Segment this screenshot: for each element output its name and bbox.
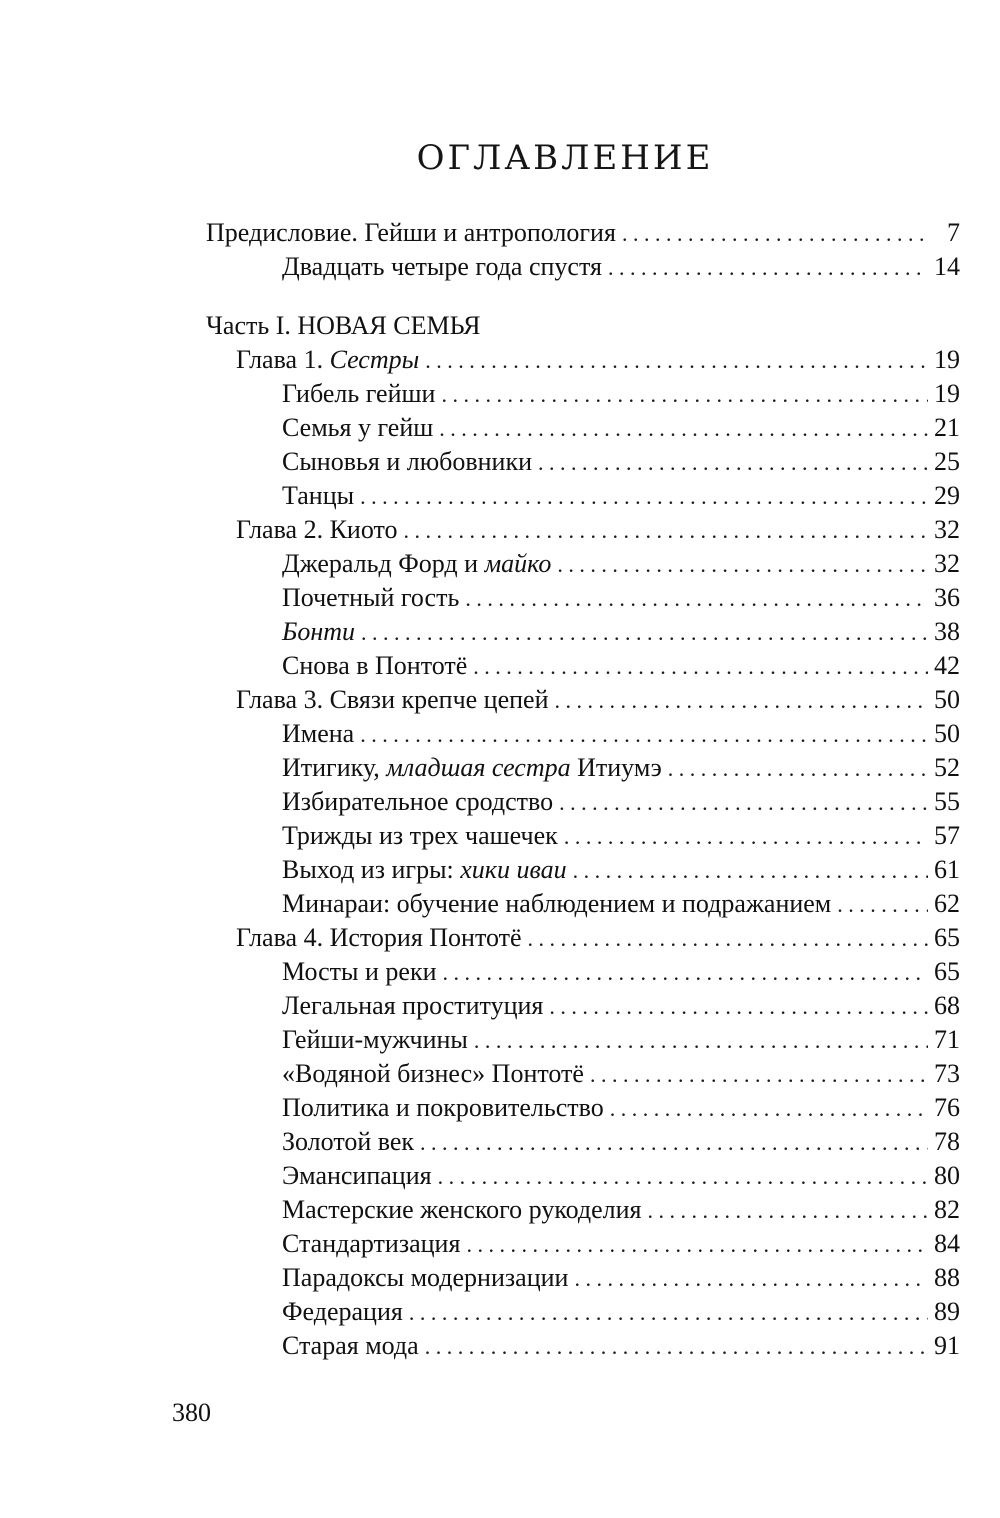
leader-dots <box>564 820 928 854</box>
toc-entry-label: Трижды из трех чашечек <box>282 821 558 850</box>
toc-entry-page: 91 <box>934 1331 960 1360</box>
toc-entry-italic: младшая сестра <box>386 753 571 782</box>
toc-entry-page: 78 <box>934 1127 960 1156</box>
toc-section[interactable] <box>282 751 960 785</box>
toc-entry-preface-sub[interactable] <box>282 250 960 284</box>
toc-entry-label: Снова в Понтотё <box>282 651 468 680</box>
toc-entry-page: 14 <box>934 252 960 281</box>
toc-entry-label: Джеральд Форд и майко <box>282 549 552 578</box>
toc-entry-label: Мосты и реки <box>282 957 437 986</box>
toc-section[interactable] <box>282 377 960 411</box>
toc-entry-page: 50 <box>934 685 960 714</box>
leader-dots <box>438 1160 928 1194</box>
toc-entry-label: Золотой век <box>282 1127 415 1156</box>
toc-entry-page: 32 <box>934 549 960 578</box>
toc-entry-label: Федерация <box>282 1297 403 1326</box>
leader-dots <box>590 1058 928 1092</box>
toc-entry-page: 52 <box>934 753 960 782</box>
toc-chapter-1[interactable] <box>236 343 960 377</box>
toc-chapter-2[interactable] <box>236 513 960 547</box>
toc-entry-page: 84 <box>934 1229 960 1258</box>
toc-entry-page: 7 <box>947 218 960 247</box>
toc-entry-label: Парадоксы модернизации <box>282 1263 569 1292</box>
toc-section[interactable] <box>282 853 960 887</box>
toc-section[interactable] <box>282 1159 960 1193</box>
toc-entry-page: 55 <box>934 787 960 816</box>
toc-part-1[interactable] <box>206 309 960 343</box>
toc-entry-label: «Водяной бизнес» Понтотё <box>282 1059 584 1088</box>
toc-section[interactable] <box>282 615 960 649</box>
toc-section[interactable] <box>282 411 960 445</box>
toc-entry-label: Минараи: обучение наблюдением и подражанием <box>282 889 832 918</box>
toc-entry-italic: майко <box>484 549 552 578</box>
leader-dots <box>549 990 928 1024</box>
toc-section[interactable] <box>282 1091 960 1125</box>
toc-section[interactable] <box>282 1193 960 1227</box>
toc-section[interactable] <box>282 581 960 615</box>
leader-dots <box>557 548 928 582</box>
toc-section[interactable] <box>282 1261 960 1295</box>
leader-dots <box>528 922 928 956</box>
toc-entry-label: Глава 1. Сестры <box>236 345 420 374</box>
leader-dots <box>361 616 928 650</box>
leader-dots <box>425 344 928 378</box>
toc-entry-label: Глава 3. Связи крепче цепей <box>236 685 549 714</box>
leader-dots <box>439 412 928 446</box>
toc-section[interactable] <box>282 955 960 989</box>
toc-entry-label: Семья у гейш <box>282 413 434 442</box>
toc-section[interactable] <box>282 989 960 1023</box>
toc-entry-label: Стандартизация <box>282 1229 461 1258</box>
toc-section[interactable] <box>282 1023 960 1057</box>
toc-entry-page: 36 <box>934 583 960 612</box>
toc-section[interactable] <box>282 479 960 513</box>
toc-entry-label: Почетный гость <box>282 583 460 612</box>
toc-section[interactable] <box>282 887 960 921</box>
leader-dots <box>648 1194 928 1228</box>
toc-section[interactable] <box>282 819 960 853</box>
toc-entry-page: 65 <box>934 957 960 986</box>
toc-section[interactable] <box>282 717 960 751</box>
toc-section[interactable] <box>282 1329 960 1363</box>
toc-entry-page: 50 <box>934 719 960 748</box>
toc-section[interactable] <box>282 445 960 479</box>
toc-entry-label: Старая мода <box>282 1331 419 1360</box>
leader-dots <box>610 1092 928 1126</box>
leader-dots <box>465 582 928 616</box>
toc-entry-label: Сыновья и любовники <box>282 447 533 476</box>
toc-entry-label: Двадцать четыре года спустя <box>282 252 602 281</box>
toc-entry-label: Глава 4. История Понтотё <box>236 923 522 952</box>
toc-entry-page: 76 <box>934 1093 960 1122</box>
toc-entry-italic: Бонти <box>282 617 356 646</box>
leader-dots <box>559 786 928 820</box>
leader-dots <box>474 1024 928 1058</box>
toc-entry-italic: хики иваи <box>460 855 567 884</box>
toc-entry-label: Эмансипация <box>282 1161 432 1190</box>
leader-dots <box>360 480 928 514</box>
leader-dots <box>555 684 928 718</box>
toc-entry-page: 38 <box>934 617 960 646</box>
toc-entry-label: Избирательное сродство <box>282 787 554 816</box>
toc-section[interactable] <box>282 785 960 819</box>
leader-dots <box>360 718 928 752</box>
leader-dots <box>622 217 928 251</box>
toc-entry-page: 19 <box>934 345 960 374</box>
toc-entry-label: Гейши-мужчины <box>282 1025 468 1054</box>
toc-entry-page: 89 <box>934 1297 960 1326</box>
leader-dots <box>420 1126 928 1160</box>
toc-entry-page: 65 <box>934 923 960 952</box>
toc-chapter-3[interactable] <box>236 683 960 717</box>
toc-entry-label: Политика и покровительство <box>282 1093 604 1122</box>
leader-dots <box>538 446 928 480</box>
toc-section[interactable] <box>282 547 960 581</box>
toc-entry-page: 25 <box>934 447 960 476</box>
toc-section[interactable] <box>282 1227 960 1261</box>
toc-entry-page: 62 <box>934 889 960 918</box>
toc-entry-label: Легальная проституция <box>282 991 544 1020</box>
toc-entry-label: Итигику, младшая сестра Итиумэ <box>282 753 662 782</box>
toc-entry-page: 29 <box>934 481 960 510</box>
toc-entry-page: 21 <box>934 413 960 442</box>
leader-dots <box>574 1262 928 1296</box>
leader-dots <box>425 1330 928 1364</box>
toc-entry-label: Предисловие. Гейши и антропология <box>206 218 616 247</box>
toc-entry-label <box>282 615 355 649</box>
leader-dots <box>668 752 928 786</box>
leader-dots <box>466 1228 928 1262</box>
toc-chapter-4[interactable] <box>236 921 960 955</box>
toc-entry-label: Танцы <box>282 481 355 510</box>
toc-entry-preface[interactable] <box>206 216 960 250</box>
toc-section[interactable] <box>282 1125 960 1159</box>
toc-entry-page: 32 <box>934 515 960 544</box>
page-number: 380 <box>172 1398 211 1427</box>
toc-entry-page: 42 <box>934 651 960 680</box>
toc-section[interactable] <box>282 1295 960 1329</box>
toc-entry-label: Имена <box>282 719 355 748</box>
toc-entry-page: 61 <box>934 855 960 884</box>
toc-section[interactable] <box>282 1057 960 1091</box>
toc-entry-page: 19 <box>934 379 960 408</box>
leader-dots <box>573 854 928 888</box>
leader-dots <box>404 514 929 548</box>
leader-dots <box>441 378 928 412</box>
toc-entry-italic: Сестры <box>329 345 420 374</box>
toc-entry-label: Глава 2. Киото <box>236 515 398 544</box>
toc-entry-page: 68 <box>934 991 960 1020</box>
toc-entry-page: 80 <box>934 1161 960 1190</box>
leader-dots <box>473 650 928 684</box>
toc-part-label: Часть I. НОВАЯ СЕМЬЯ <box>206 311 481 340</box>
toc-section[interactable] <box>282 649 960 683</box>
toc-entry-page: 82 <box>934 1195 960 1224</box>
toc-entry-page: 88 <box>934 1263 960 1292</box>
toc-entry-page: 57 <box>934 821 960 850</box>
page-title: ОГЛАВЛЕНИЕ <box>416 138 714 178</box>
toc-entry-label: Мастерские женского рукоделия <box>282 1195 642 1224</box>
toc-entry-page: 71 <box>934 1025 960 1054</box>
leader-dots <box>409 1296 928 1330</box>
leader-dots <box>837 888 928 922</box>
leader-dots <box>443 956 929 990</box>
toc-entry-page: 73 <box>934 1059 960 1088</box>
toc-entry-label: Выход из игры: хики иваи <box>282 855 567 884</box>
toc-entry-label: Гибель гейши <box>282 379 436 408</box>
leader-dots <box>608 251 928 285</box>
